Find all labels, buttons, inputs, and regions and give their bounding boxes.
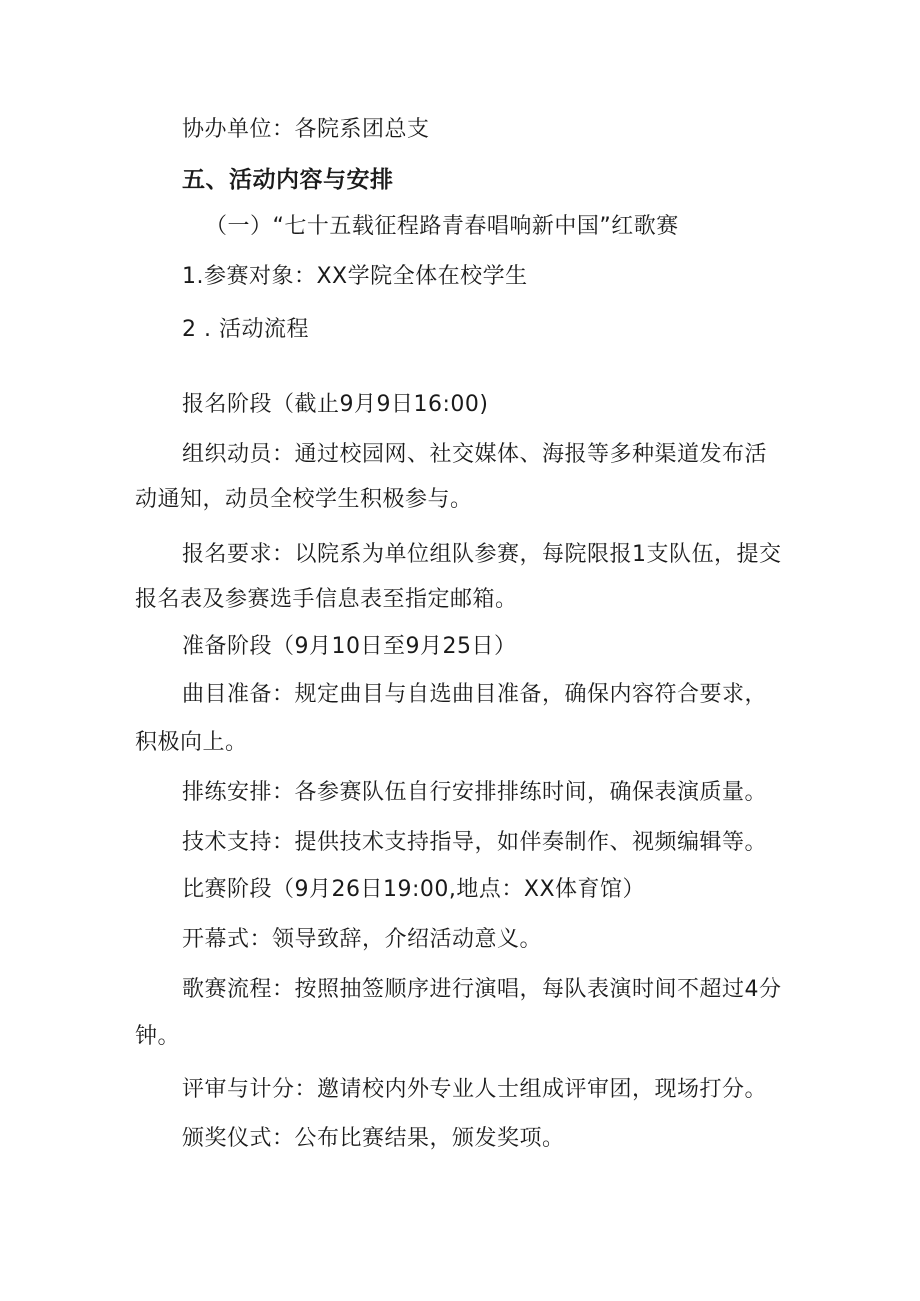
process-paragraph-line1: 歌赛流程：按照抽签顺序进行演唱，每队表演时间不超过4分 [182,977,782,1002]
section-heading: 五、活动内容与安排 [182,167,394,193]
subsection-title: （一）“七十五载征程路青春唱响新中国”红歌赛 [205,214,679,239]
list-item-process: 2 . 活动流程 [182,317,309,342]
judging-paragraph: 评审与计分：邀请校内外专业人士组成评审团，现场打分。 [182,1077,768,1102]
preparation-stage-heading: 准备阶段（9月10日至9月25日） [182,634,517,659]
opening-paragraph: 开幕式：领导致辞，介绍活动意义。 [182,927,543,952]
song-prep-paragraph-line2: 积极向上。 [135,730,248,755]
mobilization-paragraph-line2: 动通知，动员全校学生积极参与。 [135,487,473,512]
requirements-paragraph-line2: 报名表及参赛选手信息表至指定邮箱。 [135,587,518,612]
song-prep-paragraph-line1: 曲目准备：规定曲目与自选曲目准备，确保内容符合要求， [182,682,768,707]
mobilization-paragraph-line1: 组织动员：通过校园网、社交媒体、海报等多种渠道发布活 [182,442,768,467]
requirements-paragraph-line1: 报名要求：以院系为单位组队参赛，每院限报1支队伍，提交 [182,542,782,567]
tech-support-paragraph: 技术支持：提供技术支持指导，如伴奏制作、视频编辑等。 [182,830,768,855]
competition-stage-heading: 比赛阶段（9月26日19:00,地点：XX体育馆） [182,877,646,902]
list-item-participants: 1.参赛对象：XX学院全体在校学生 [182,264,528,289]
co-organizer-line: 协办单位：各院系团总支 [182,117,430,142]
registration-stage-heading: 报名阶段（截止9月9日16:00) [182,392,489,417]
rehearsal-paragraph: 排练安排：各参赛队伍自行安排排练时间，确保表演质量。 [182,780,768,805]
process-paragraph-line2: 钟。 [135,1024,181,1049]
award-paragraph: 颁奖仪式：公布比赛结果，颁发奖项。 [182,1126,565,1151]
